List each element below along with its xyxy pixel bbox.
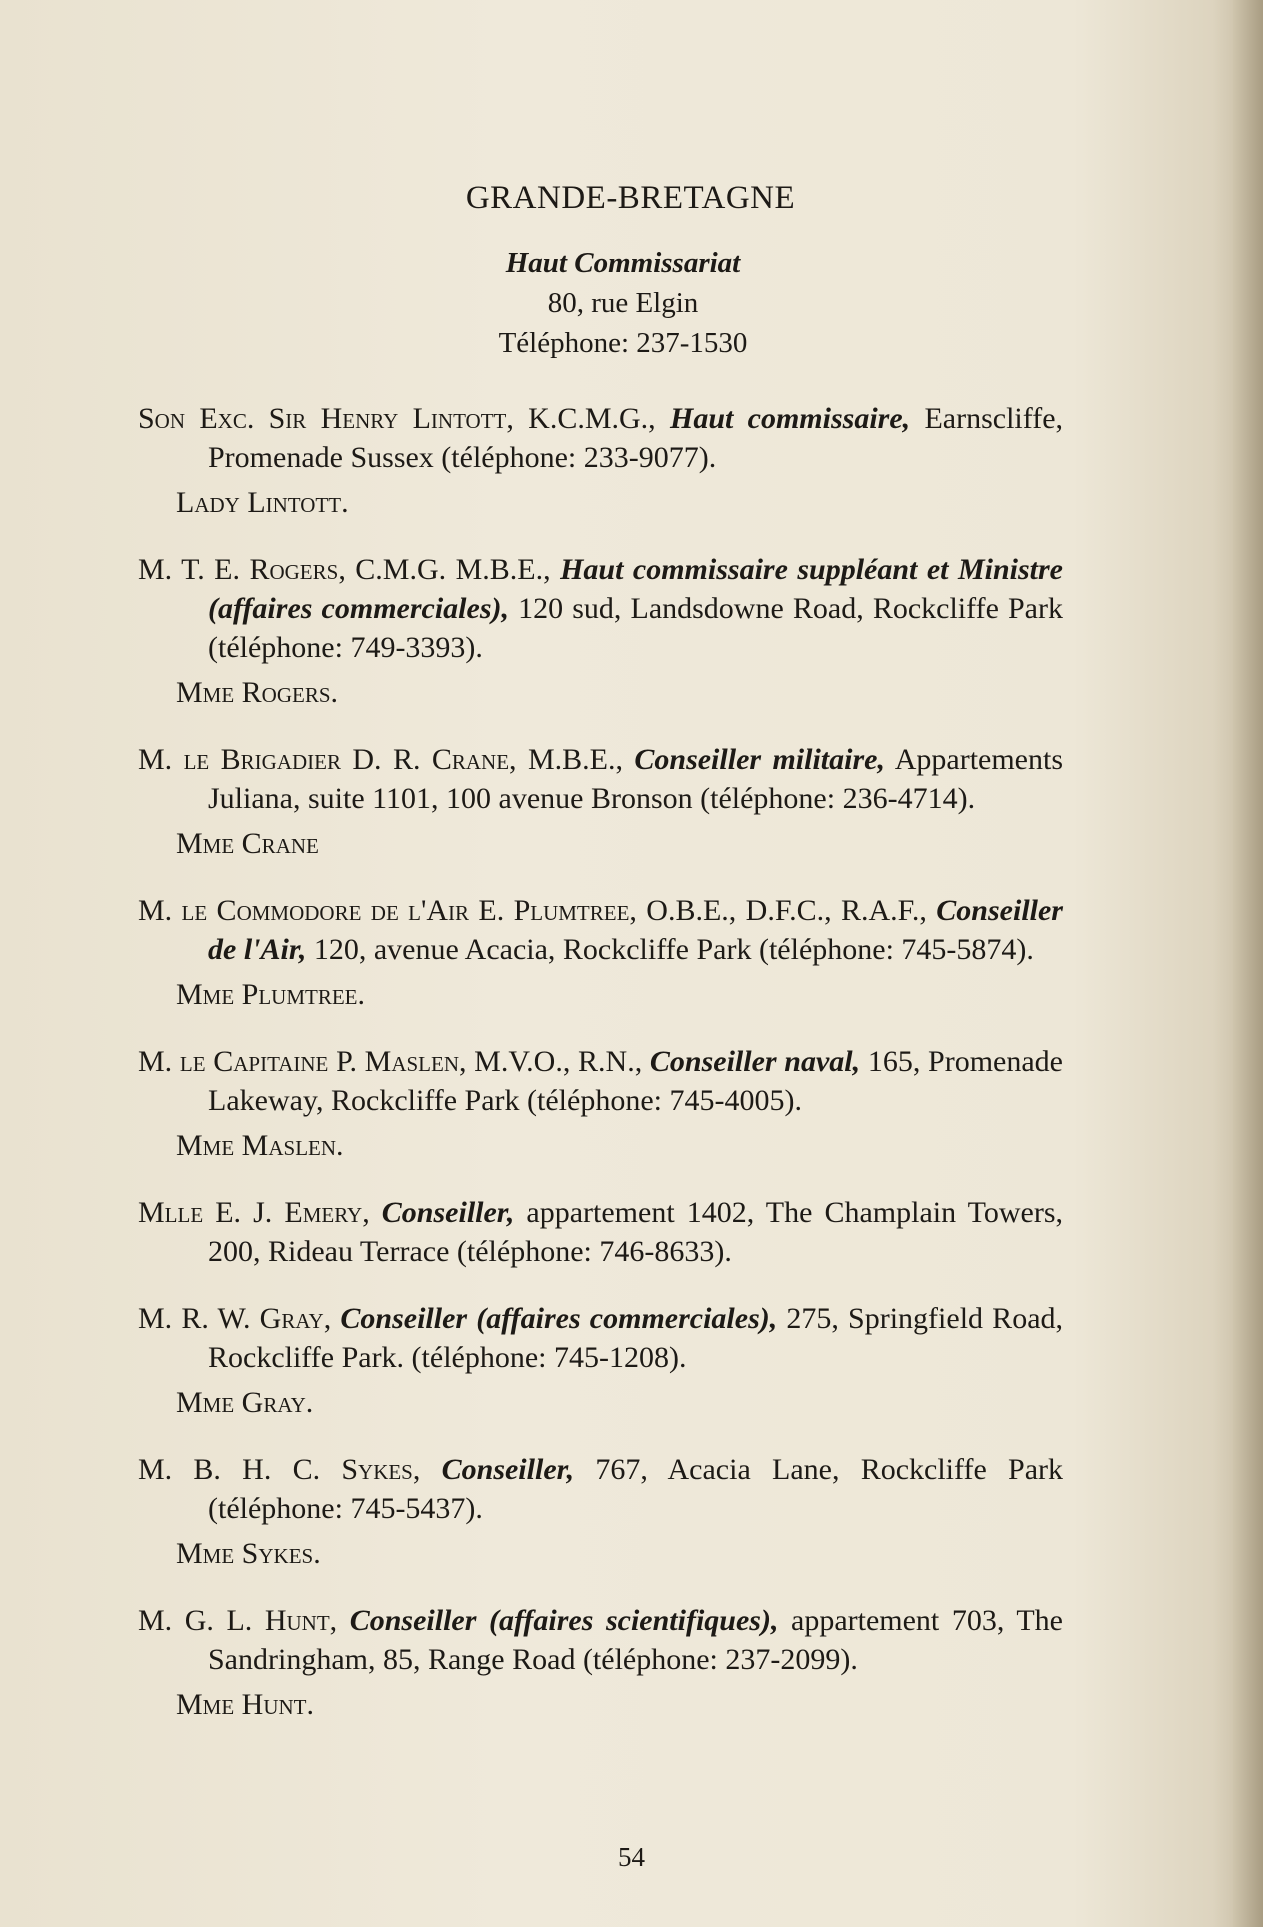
spouse-name: Mme Gray.	[176, 1386, 314, 1419]
spouse-name: Mme Rogers.	[176, 676, 339, 709]
staff-honours: , O.B.E., D.F.C., R.A.F.,	[629, 894, 937, 927]
staff-honours: ,	[329, 1604, 350, 1637]
staff-title: Conseiller (affaires commerciales),	[340, 1302, 778, 1335]
staff-entry	[138, 1601, 1063, 1724]
staff-honours: ,	[412, 1453, 442, 1486]
staff-name: M. R. W. Gray	[138, 1302, 324, 1335]
staff-address: Appartements Juliana, suite 1101, 100 avenue Bronson (téléphone: 236-4714).	[208, 743, 1063, 815]
office-address: 80, rue Elgin	[547, 287, 699, 319]
staff-address: 120, avenue Acacia, Rockcliffe Park (téléphone: 745-5874).	[306, 933, 1034, 966]
staff-name: M. G. L. Hunt	[138, 1604, 330, 1637]
book-spine-shadow	[1233, 0, 1263, 1927]
staff-entry	[138, 1042, 1063, 1165]
country-heading: GRANDE-BRETAGNE	[465, 180, 796, 216]
staff-title: Conseiller,	[441, 1453, 575, 1486]
spouse-name: Mme Crane	[176, 827, 319, 860]
staff-title: Conseiller naval,	[649, 1045, 861, 1078]
staff-entry	[138, 1299, 1063, 1422]
staff-title: Conseiller militaire,	[634, 743, 885, 776]
staff-address: 275, Springfield Road, Rockcliffe Park. (téléphone: 745-1208).	[208, 1302, 1064, 1374]
staff-title: Conseiller,	[381, 1196, 515, 1229]
staff-name: Son Exc. Sir Henry Lintott	[138, 402, 507, 435]
staff-title: Conseiller (affaires scientifiques),	[349, 1604, 779, 1637]
staff-honours: , M.B.E.,	[509, 743, 635, 776]
staff-title: Haut commissaire suppléant et Ministre (affaires commerciales),	[208, 553, 1063, 625]
spouse-name: Lady Lintott.	[176, 486, 349, 519]
page-number: 54	[618, 1842, 645, 1872]
staff-entry	[138, 1450, 1063, 1573]
staff-title: Haut commissaire,	[670, 402, 911, 435]
document-content	[138, 180, 1063, 1752]
staff-honours: , M.V.O., R.N.,	[458, 1045, 650, 1078]
staff-name: M. T. E. Rogers	[138, 553, 339, 586]
spouse-name: Mme Sykes.	[176, 1537, 321, 1570]
staff-name: M. le Capitaine P. Maslen	[138, 1045, 459, 1078]
office-phone: Téléphone: 237-1530	[498, 327, 748, 359]
staff-name: M. B. H. C. Sykes	[138, 1453, 413, 1486]
staff-honours: , C.M.G. M.B.E.,	[338, 553, 561, 586]
staff-address: appartement 1402, The Champlain Towers, 200, Rideau Terrace (téléphone: 746-8633).	[208, 1196, 1064, 1268]
staff-honours: , K.C.M.G.,	[506, 402, 670, 435]
office-name: Haut Commissariat	[505, 247, 741, 279]
staff-entry	[138, 1193, 1063, 1271]
staff-entry	[138, 399, 1063, 522]
staff-entry	[138, 550, 1063, 712]
staff-list	[138, 399, 1063, 1724]
staff-entry	[138, 740, 1063, 863]
staff-name: M. le Brigadier D. R. Crane	[138, 743, 510, 776]
office-address-block	[138, 243, 1063, 363]
staff-name: Mlle E. J. Emery	[138, 1196, 363, 1229]
spouse-name: Mme Hunt.	[176, 1688, 314, 1721]
staff-honours: ,	[362, 1196, 382, 1229]
spouse-name: Mme Maslen.	[176, 1129, 344, 1162]
staff-address: 120 sud, Landsdowne Road, Rockcliffe Park (téléphone: 749-3393).	[208, 592, 1063, 664]
spouse-name: Mme Plumtree.	[176, 978, 366, 1011]
staff-address: Earnscliffe, Promenade Sussex (téléphone: 233-9077).	[208, 402, 1064, 474]
staff-address: 165, Promenade Lakeway, Rockcliffe Park (téléphone: 745-4005).	[208, 1045, 1063, 1117]
staff-address: appartement 703, The Sandringham, 85, Range Road (téléphone: 237-2099).	[208, 1604, 1063, 1676]
staff-title: Conseiller de l'Air,	[208, 894, 1063, 966]
staff-name: M. le Commodore de l'Air E. Plumtree	[138, 894, 630, 927]
staff-address: 767, Acacia Lane, Rockcliffe Park (téléphone: 745-5437).	[208, 1453, 1064, 1525]
staff-honours: ,	[323, 1302, 341, 1335]
staff-entry	[138, 891, 1063, 1014]
